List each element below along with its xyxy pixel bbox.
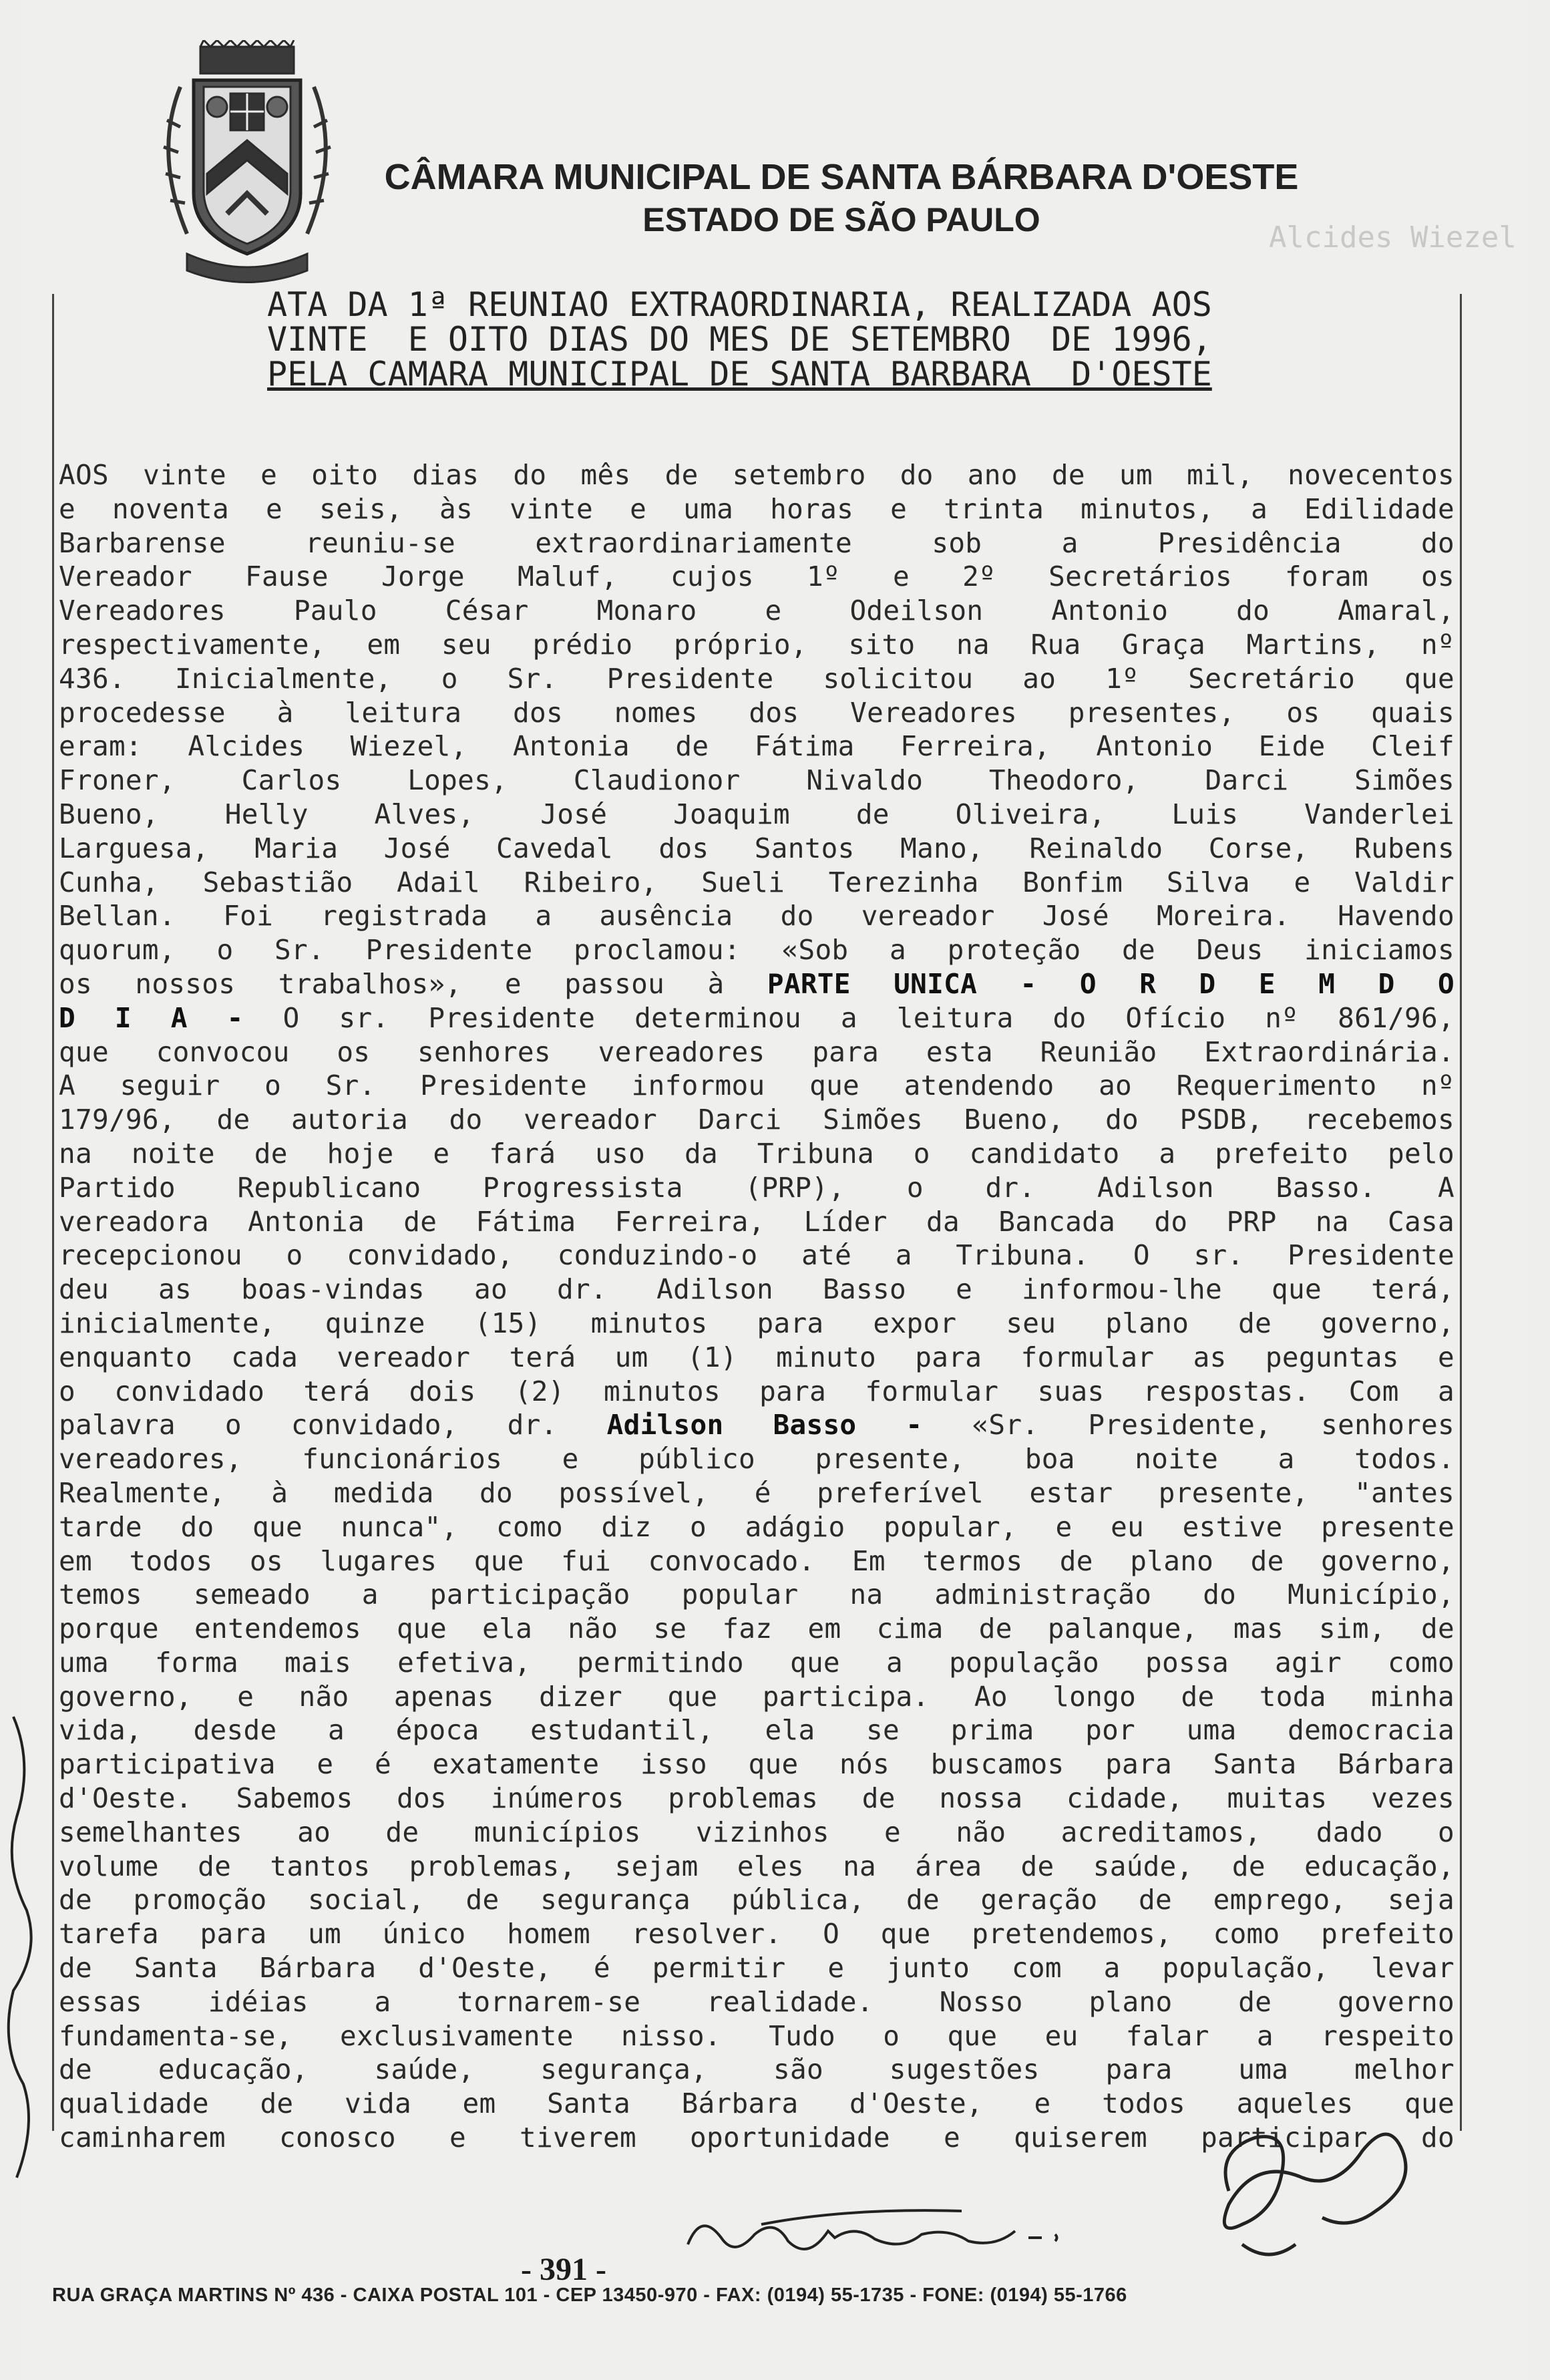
body-line: semelhantes ao de municípios vizinhos e não acreditamos, dado o [59,1816,1455,1848]
body-line: palavra o convidado, dr. Adilson Basso - «Sr. Presidente, senhores [59,1409,1455,1441]
body-line: eram: Alcides Wiezel, Antonia de Fátima Ferreira, Antonio Eide Cleif [59,730,1455,763]
handwritten-signature [681,2198,1162,2271]
body-line: Bellan. Foi registrada a ausência do vereador José Moreira. Havendo [59,900,1455,932]
body-line: porque entendemos que ela não se faz em cima de palanque, mas sim, de [59,1612,1455,1645]
body-line: em todos os lugares que fui convocado. Em termos de plano de governo, [59,1544,1455,1577]
body-line: governo, e não apenas dizer que participa. Ao longo de toda minha [59,1680,1455,1713]
body-line: procedesse à leitura dos nomes dos Vereadores presentes, os quais [59,696,1455,729]
body-line: Vereadores Paulo César Monaro e Odeilson Antonio do Amaral, [59,594,1455,627]
body-line: qualidade de vida em Santa Bárbara d'Oeste, e todos aqueles que [59,2087,1455,2120]
state-name: ESTADO DE SÃO PAULO [642,201,1040,238]
body-line: vereadores, funcionários e público presente, boa noite a todos. [59,1443,1455,1476]
body-line: vereadora Antonia de Fátima Ferreira, Líder da Bancada do PRP na Casa [59,1205,1455,1238]
page-number: - 391 - [521,2252,606,2287]
body-line: AOS vinte e oito dias do mês de setembro do ano de um mil, novecentos [59,459,1455,491]
body-line: de Santa Bárbara d'Oeste, é permitir e junto com a população, levar [59,1952,1455,1985]
footer-address: RUA GRAÇA MARTINS Nº 436 - CAIXA POSTAL 101 - CEP 13450-970 - FAX: (0194) 55-1735 - FONE: (0194) 55-1766 [52,2284,1127,2306]
body-line: recepcionou o convidado, conduzindo-o até a Tribuna. O sr. Presidente [59,1239,1455,1272]
handwritten-initials [1202,2111,1442,2264]
minutes-body [59,458,1455,2155]
body-line: caminharem conosco e tiverem oportunidade e quiserem participar do [59,2121,1455,2154]
body-line: Realmente, à medida do possível, é preferível estar presente, "antes [59,1476,1455,1509]
body-line: D I A - O sr. Presidente determinou a leitura do Ofício nº 861/96, [59,1001,1455,1034]
body-line: que convocou os senhores vereadores para esta Reunião Extraordinária. [59,1035,1455,1068]
title-line-2: VINTE E OITO DIAS DO MES DE SETEMBRO DE 1996, [267,320,1212,359]
body-line: A seguir o Sr. Presidente informou que atendendo ao Requerimento nº [59,1069,1455,1102]
bleed-through-text: Alcides Wiezel [1269,220,1517,254]
body-line: quorum, o Sr. Presidente proclamou: «Sob a proteção de Deus iniciamos [59,934,1455,967]
body-line: Vereador Fause Jorge Maluf, cujos 1º e 2º Secretários foram os [59,560,1455,593]
body-line: deu as boas-vindas ao dr. Adilson Basso e informou-lhe que terá, [59,1273,1455,1306]
body-line: respectivamente, em seu prédio próprio, sito na Rua Graça Martins, nº [59,628,1455,661]
body-line: uma forma mais efetiva, permitindo que a população possa agir como [59,1646,1455,1679]
body-line: Cunha, Sebastião Adail Ribeiro, Sueli Terezinha Bonfim Silva e Valdir [59,866,1455,898]
body-line: tarefa para um único homem resolver. O que pretendemos, como prefeito [59,1918,1455,1950]
body-line: 436. Inicialmente, o Sr. Presidente solicitou ao 1º Secretário que [59,662,1455,695]
body-line: participativa e é exatamente isso que nós buscamos para Santa Bárbara [59,1748,1455,1781]
title-line-1: ATA DA 1ª REUNIAO EXTRAORDINARIA, REALIZADA AOS [267,285,1212,324]
body-line: e noventa e seis, às vinte e uma horas e trinta minutos, a Edilidade [59,492,1455,525]
letterhead [374,155,1309,240]
body-line: na noite de hoje e fará uso da Tribuna o candidato a prefeito pelo [59,1137,1455,1170]
body-line: Partido Republicano Progressista (PRP), o dr. Adilson Basso. A [59,1171,1455,1204]
body-line: tarde do que nunca", como diz o adágio popular, e eu estive presente [59,1510,1455,1543]
body-line: Bueno, Helly Alves, José Joaquim de Oliveira, Luis Vanderlei [59,798,1455,830]
body-line: inicialmente, quinze (15) minutos para expor seu plano de governo, [59,1307,1455,1339]
body-line: essas idéias a tornarem-se realidade. Nosso plano de governo [59,1985,1455,2018]
body-line: de educação, saúde, segurança, são sugestões para uma melhor [59,2053,1455,2086]
body-line: Froner, Carlos Lopes, Claudionor Nivaldo Theodoro, Darci Simões [59,764,1455,797]
body-line: o convidado terá dois (2) minutos para formular suas respostas. Com a [59,1375,1455,1407]
margin-signature [0,1710,47,2191]
margin-rule-right [1460,294,1462,2131]
body-line: Barbarense reuniu-se extraordinariamente sob a Presidência do [59,526,1455,559]
body-line: de promoção social, de segurança pública, de geração de emprego, seja [59,1884,1455,1916]
title-line-3: PELA CAMARA MUNICIPAL DE SANTA BARBARA D'OESTE [267,355,1212,393]
body-line: volume de tantos problemas, sejam eles na área de saúde, de educação, [59,1850,1455,1882]
body-line: d'Oeste. Sabemos dos inúmeros problemas de nossa cidade, muitas vezes [59,1782,1455,1815]
margin-rule-left [52,294,54,2131]
body-line: 179/96, de autoria do vereador Darci Simões Bueno, do PSDB, recebemos [59,1103,1455,1136]
minutes-title [267,287,1255,391]
body-line: vida, desde a época estudantil, ela se prima por uma democracia [59,1714,1455,1747]
body-line: Larguesa, Maria José Cavedal dos Santos Mano, Reinaldo Corse, Rubens [59,832,1455,864]
body-line: os nossos trabalhos», e passou à PARTE UNICA - O R D E M D O [59,967,1455,1000]
body-line: enquanto cada vereador terá um (1) minuto para formular as peguntas e [59,1341,1455,1373]
body-line: fundamenta-se, exclusivamente nisso. Tudo o que eu falar a respeito [59,2019,1455,2052]
body-line: temos semeado a participação popular na administração do Município, [59,1578,1455,1611]
municipal-crest-icon [140,40,354,294]
institution-name: CÂMARA MUNICIPAL DE SANTA BÁRBARA D'OESTE [384,157,1299,197]
